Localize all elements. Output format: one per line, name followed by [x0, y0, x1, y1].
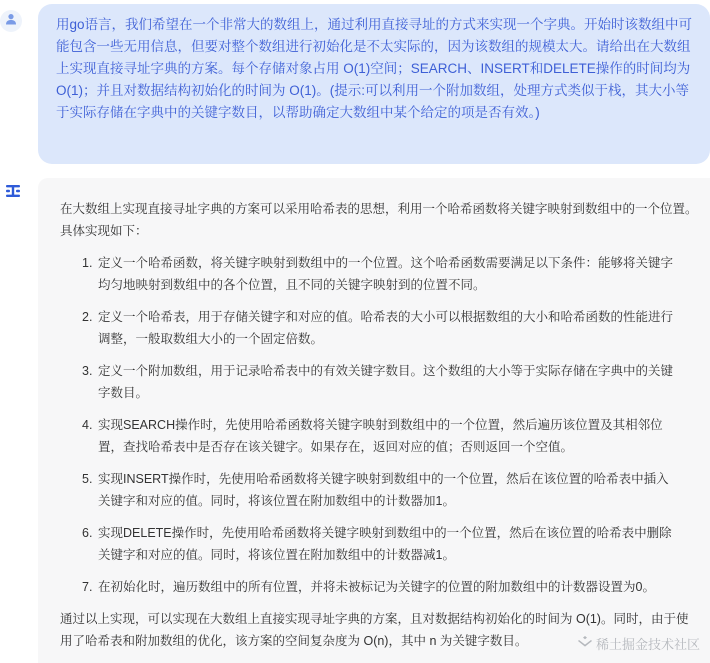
list-item — [82, 576, 680, 598]
bot-avatar — [4, 184, 22, 202]
list-item-number: 5. — [82, 472, 93, 486]
bot-outro: 通过以上实现，可以实现在大数组上直接实现寻址字典的方案，且对数据结构初始化的时间为 O(1)。同时，由于使用了哈希表和附加数组的优化，该方案的空间复杂度为 O(n)，其中 n 为关键字数目。 — [60, 612, 689, 648]
list-item-number: 7. — [82, 580, 93, 594]
ai-logo-icon — [5, 183, 21, 204]
bot-intro: 在大数组上实现直接寻址字典的方案可以采用哈希表的思想，利用一个哈希函数将关键字映射到数组中的一个位置。具体实现如下： — [60, 202, 698, 238]
list-item-text: 实现INSERT操作时，先使用哈希函数将关键字映射到数组中的一个位置，然后在该位置的哈希表中插入关键字和对应的值。同时，将该位置在附加数组中的计数器加1。 — [98, 472, 669, 508]
list-item — [82, 522, 680, 566]
list-item-number: 3. — [82, 364, 93, 378]
watermark — [578, 634, 700, 653]
user-message-text: 用go语言，我们希望在一个非常大的数组上，通过利用直接寻址的方式来实现一个字典。开始时该数组中可能包含一些无用信息，但要对整个数组进行初始化是不太实际的，因为该数组的规模太大。请给出在大数组上实现直接寻址字典的方案。每个存储对象占用 O(1)空间；SEARCH、INSERT和DELETE操作的时间均为 O(1)；并且对数据结构初始化的时间为 O(1)。(提示:可以利用一个附加数组，处理方式类似于栈，其大小等于实际存储在字典中的关键字数目，以帮助确定大数组中某个给定的项是否有效。) — [56, 17, 693, 120]
list-item-number: 4. — [82, 418, 93, 432]
bot-message-content — [60, 198, 700, 652]
person-icon — [4, 12, 18, 31]
user-avatar — [0, 10, 22, 32]
user-message-bubble — [38, 4, 710, 164]
watermark-text: 稀土掘金技术社区 — [595, 637, 700, 652]
list-item-number: 2. — [82, 310, 93, 324]
list-item-text: 定义一个哈希函数，将关键字映射到数组中的一个位置。这个哈希函数需要满足以下条件：能够将关键字均匀地映射到数组中的各个位置，且不同的关键字映射到的位置不同。 — [98, 256, 674, 292]
list-item — [82, 414, 680, 458]
list-item-text: 实现DELETE操作时，先使用哈希函数将关键字映射到数组中的一个位置，然后在该位置的哈希表中删除关键字和对应的值。同时，将该位置在附加数组中的计数器减1。 — [98, 526, 672, 562]
list-item-text: 定义一个哈希表，用于存储关键字和对应的值。哈希表的大小可以根据数组的大小和哈希函数的性能进行调整，一般取数组大小的一个固定倍数。 — [98, 310, 674, 346]
list-item — [82, 306, 680, 350]
list-item-text: 实现SEARCH操作时，先使用哈希函数将关键字映射到数组中的一个位置，然后遍历该位置及其相邻位置，查找哈希表中是否存在该关键字。如果存在，返回对应的值；否则返回一个空值。 — [98, 418, 663, 454]
list-item — [82, 252, 680, 296]
list-item-number: 6. — [82, 526, 93, 540]
juejin-logo-icon — [578, 636, 592, 651]
list-item-text: 在初始化时，遍历数组中的所有位置，并将未被标记为关键字的位置的附加数组中的计数器设置为0。 — [98, 580, 655, 594]
steps-list — [60, 252, 700, 598]
list-item — [82, 468, 680, 512]
list-item-text: 定义一个附加数组，用于记录哈希表中的有效关键字数目。这个数组的大小等于实际存储在字典中的关键字数目。 — [98, 364, 674, 400]
list-item — [82, 360, 680, 404]
list-item-number: 1. — [82, 256, 93, 270]
user-message-row — [0, 0, 710, 172]
